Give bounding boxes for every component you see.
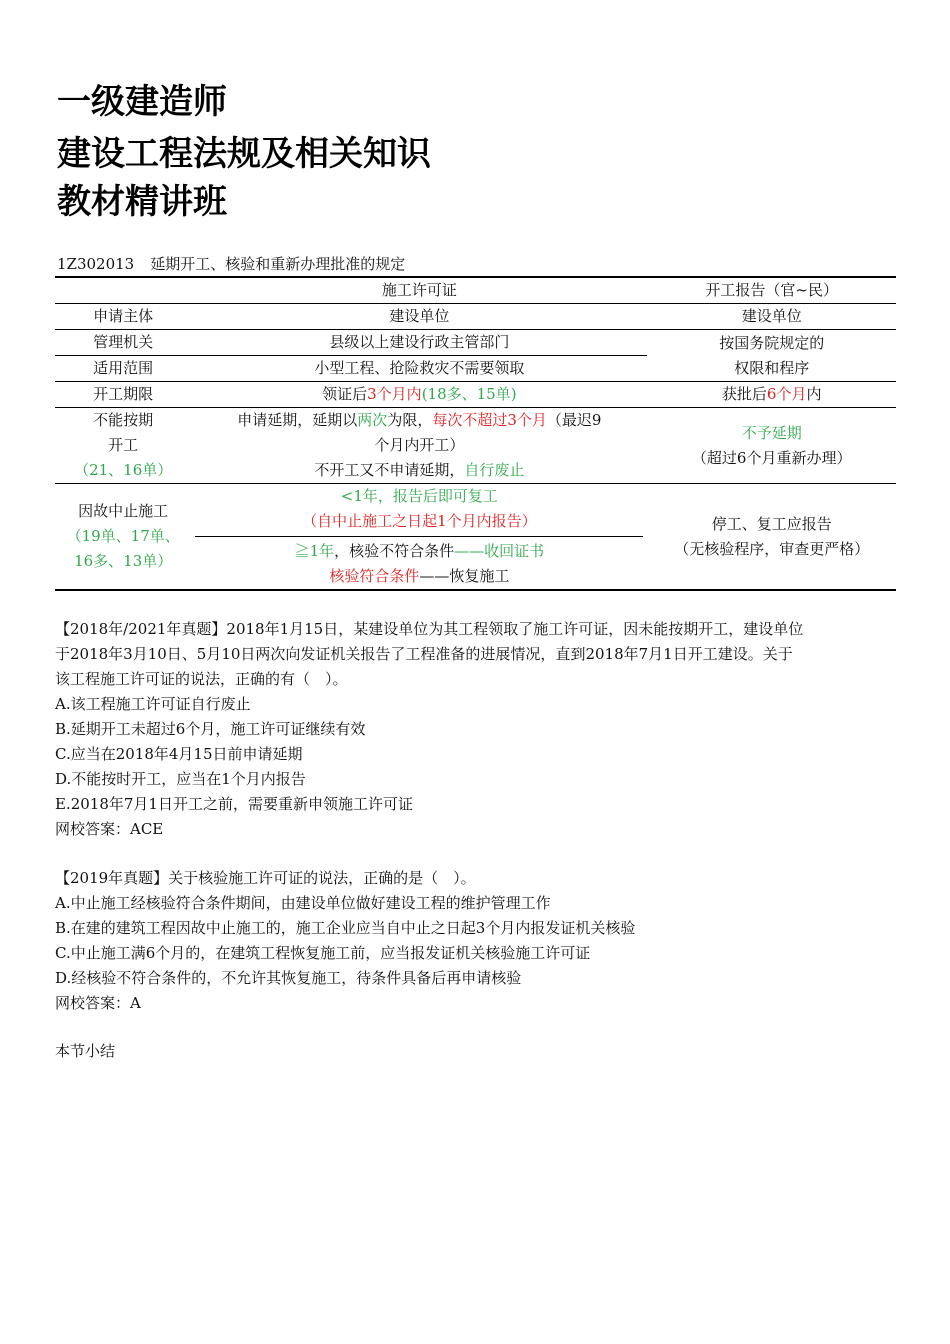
option-d: D.经核验不符合条件的，不允许其恢复施工，待条件具备后再申请核验 [55,969,522,987]
cell-permit: 建设单位 [191,304,647,330]
row-label: 开工期限 [55,382,191,408]
option-b: B.在建的建筑工程因故中止施工的，施工企业应当自中止之日起3个月内报发证机关核验 [55,919,636,937]
option-a: A.该工程施工许可证自行废止 [55,695,251,713]
cell-report: 获批后6个月内 [647,382,896,408]
section-code: 1Z302013 [57,255,135,273]
comparison-table [55,276,896,591]
option-c: C.应当在2018年4月15日前申请延期 [55,745,303,763]
row-label: 申请主体 [55,304,191,330]
section-name: 延期开工、核验和重新办理批准的规定 [150,255,406,273]
option-c: C.中止施工满6个月的，在建筑工程恢复施工前，应当报发证机关核验施工许可证 [55,944,591,962]
question-line: 【2018年/2021年真题】2018年1月15日，某建设单位为其工程领取了施工许可证，因未能按期开工，建设单位 [55,620,804,638]
header-report: 开工报告（官~民） [647,277,896,304]
option-d: D.不能按时开工，应当在1个月内报告 [55,770,306,788]
title-subject: 建设工程法规及相关知识 [57,134,431,174]
question-line: 于2018年3月10日、5月10日两次向发证机关报告了工程准备的进展情况，直到2018年7月1日开工建设。关于 [55,645,793,663]
cell-report: 建设单位 [647,304,896,330]
question-2019 [55,866,895,1016]
cell-permit: <1年，报告后即可复工 （自中止施工之日起1个月内报告） ≧1年，核验不符合条件——收回证书 核验符合条件——恢复施工 [191,484,647,591]
option-b: B.延期开工未超过6个月，施工许可证继续有效 [55,720,366,738]
cell-permit: 领证后3个月内(18多、15单) [191,382,647,408]
answer: 网校答案：A [55,994,141,1012]
row-label: 因故中止施工 （19单、17单、 16多、13单） [55,484,191,591]
cell-report: 按国务院规定的 权限和程序 [647,330,896,382]
section-summary: 本节小结 [55,1042,116,1060]
cell-permit: 县级以上建设行政主管部门 [191,330,647,356]
table-row [55,484,896,591]
question-line: 【2019年真题】关于核验施工许可证的说法，正确的是（ ）。 [55,869,476,887]
table-header-row [55,277,896,304]
cell-divider [195,536,643,537]
option-e: E.2018年7月1日开工之前，需要重新申领施工许可证 [55,795,413,813]
cell-report: 不予延期 （超过6个月重新办理） [647,408,896,484]
section-heading [57,253,421,274]
answer: 网校答案：ACE [55,820,164,838]
header-permit: 施工许可证 [191,277,647,304]
question-line: 该工程施工许可证的说法，正确的有（ ）。 [55,670,348,688]
table-row [55,330,896,356]
row-label: 适用范围 [55,356,191,382]
table-row [55,382,896,408]
question-2018 [55,617,895,842]
title-exam: 一级建造师 [57,82,227,122]
table-row [55,304,896,330]
cell-permit: 小型工程、抢险救灾不需要领取 [191,356,647,382]
cell-report: 停工、复工应报告 （无核验程序，审查更严格） [647,484,896,591]
row-label: 不能按期 开工 （21、16单） [55,408,191,484]
title-course: 教材精讲班 [57,182,227,222]
option-a: A.中止施工经核验符合条件期间，由建设单位做好建设工程的维护管理工作 [55,894,551,912]
cell-permit: 申请延期，延期以两次为限，每次不超过3个月（最迟9 个月内开工） 不开工又不申请延期，自行废止 [191,408,647,484]
row-label: 管理机关 [55,330,191,356]
table-row [55,408,896,484]
